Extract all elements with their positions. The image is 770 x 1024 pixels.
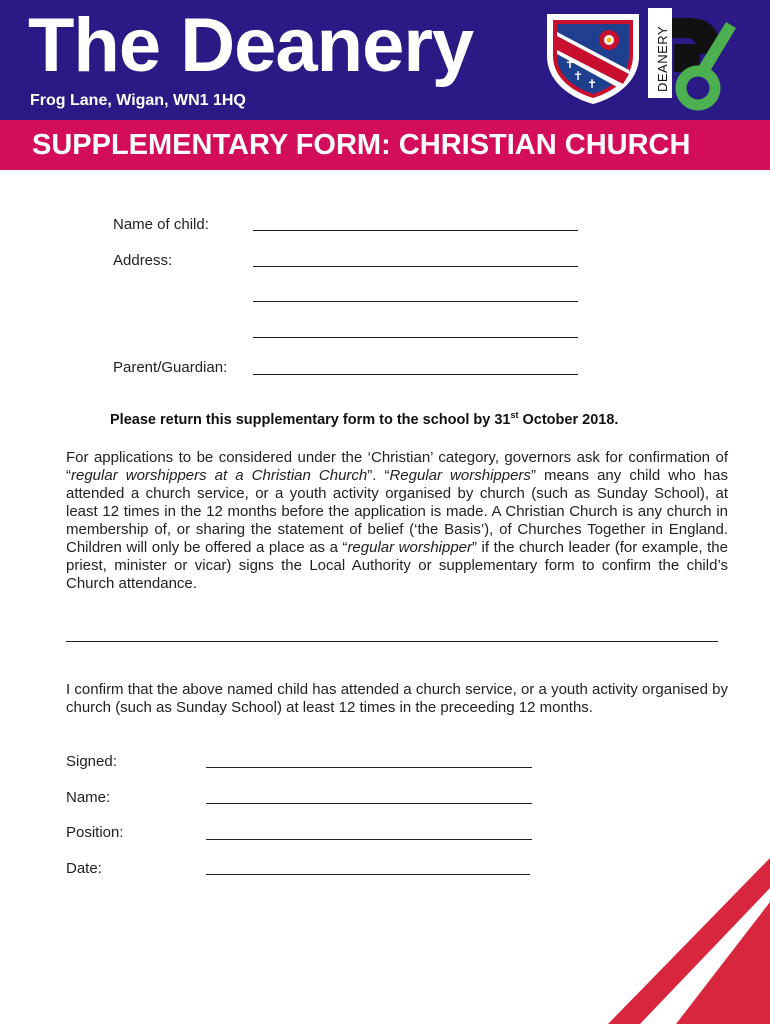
address-field-line-3[interactable] xyxy=(253,337,578,338)
svg-text:✝: ✝ xyxy=(565,57,576,71)
header-bar xyxy=(0,0,770,120)
form-title: SUPPLEMENTARY FORM: CHRISTIAN CHURCH xyxy=(32,129,691,161)
date-field[interactable] xyxy=(206,874,530,875)
address-label: Address: xyxy=(113,252,173,269)
explanation-italic: Regular worshippers xyxy=(389,467,531,484)
eligibility-explanation xyxy=(66,449,728,593)
explanation-text: ”. “ xyxy=(367,467,390,484)
deadline-ordinal: st xyxy=(510,410,519,420)
explanation-italic: regular worshippers at a Christian Church xyxy=(71,467,368,484)
deadline-date: October 2018. xyxy=(518,411,619,428)
position-field[interactable] xyxy=(206,839,532,840)
form-title-banner xyxy=(0,120,770,170)
school-address: Frog Lane, Wigan, WN1 1HQ xyxy=(30,92,246,109)
child-name-label: Name of child: xyxy=(113,216,209,233)
return-deadline-notice xyxy=(110,410,670,428)
address-field-line-1[interactable] xyxy=(253,266,578,267)
date-label: Date: xyxy=(66,860,102,877)
address-field-line-2[interactable] xyxy=(253,301,578,302)
signer-name-field[interactable] xyxy=(206,803,532,804)
explanation-text: For applications to be considered under the ‘Christian’ category, governors ask for confirmation of “ xyxy=(66,449,728,484)
school-name: The Deanery xyxy=(28,3,474,88)
parent-guardian-label: Parent/Guardian: xyxy=(113,359,228,376)
position-label: Position: xyxy=(66,824,124,841)
school-crest-icon xyxy=(543,10,643,106)
confirmation-statement: I confirm that the above named child has attended a church service, or a youth activity organised by church (such as Sunday School) at least 12 times in the preceeding 12 months. xyxy=(66,681,728,716)
explanation-text: ” means any child who has attended a church service, or a youth activity organised by church (such as Sunday School), at least 12 times in the 12 months before the application is made. A Christian Church is any church in membership of, or sharing the statement of belief (‘the Basis’), of Churches Together in England. Children will only be offered a place as a “ xyxy=(66,467,728,556)
section-divider xyxy=(66,641,718,642)
signed-label: Signed: xyxy=(66,753,117,770)
signer-name-label: Name: xyxy=(66,789,111,806)
explanation-text: ” if the church leader (for example, the priest, minister or vicar) signs the Local Authority or supplementary form to confirm the child’s Church attendance. xyxy=(66,539,728,592)
explanation-italic: regular worshipper xyxy=(347,539,473,556)
svg-text:✝: ✝ xyxy=(587,77,598,91)
child-name-field[interactable] xyxy=(253,230,578,231)
deanery-logo-icon xyxy=(646,4,736,114)
parent-guardian-field[interactable] xyxy=(253,374,578,375)
deadline-text: Please return this supplementary form to the school by 31 xyxy=(110,411,511,428)
deanery-logo-text: DEANERY xyxy=(655,25,670,92)
signed-field[interactable] xyxy=(206,767,532,768)
svg-text:✝: ✝ xyxy=(573,69,584,83)
